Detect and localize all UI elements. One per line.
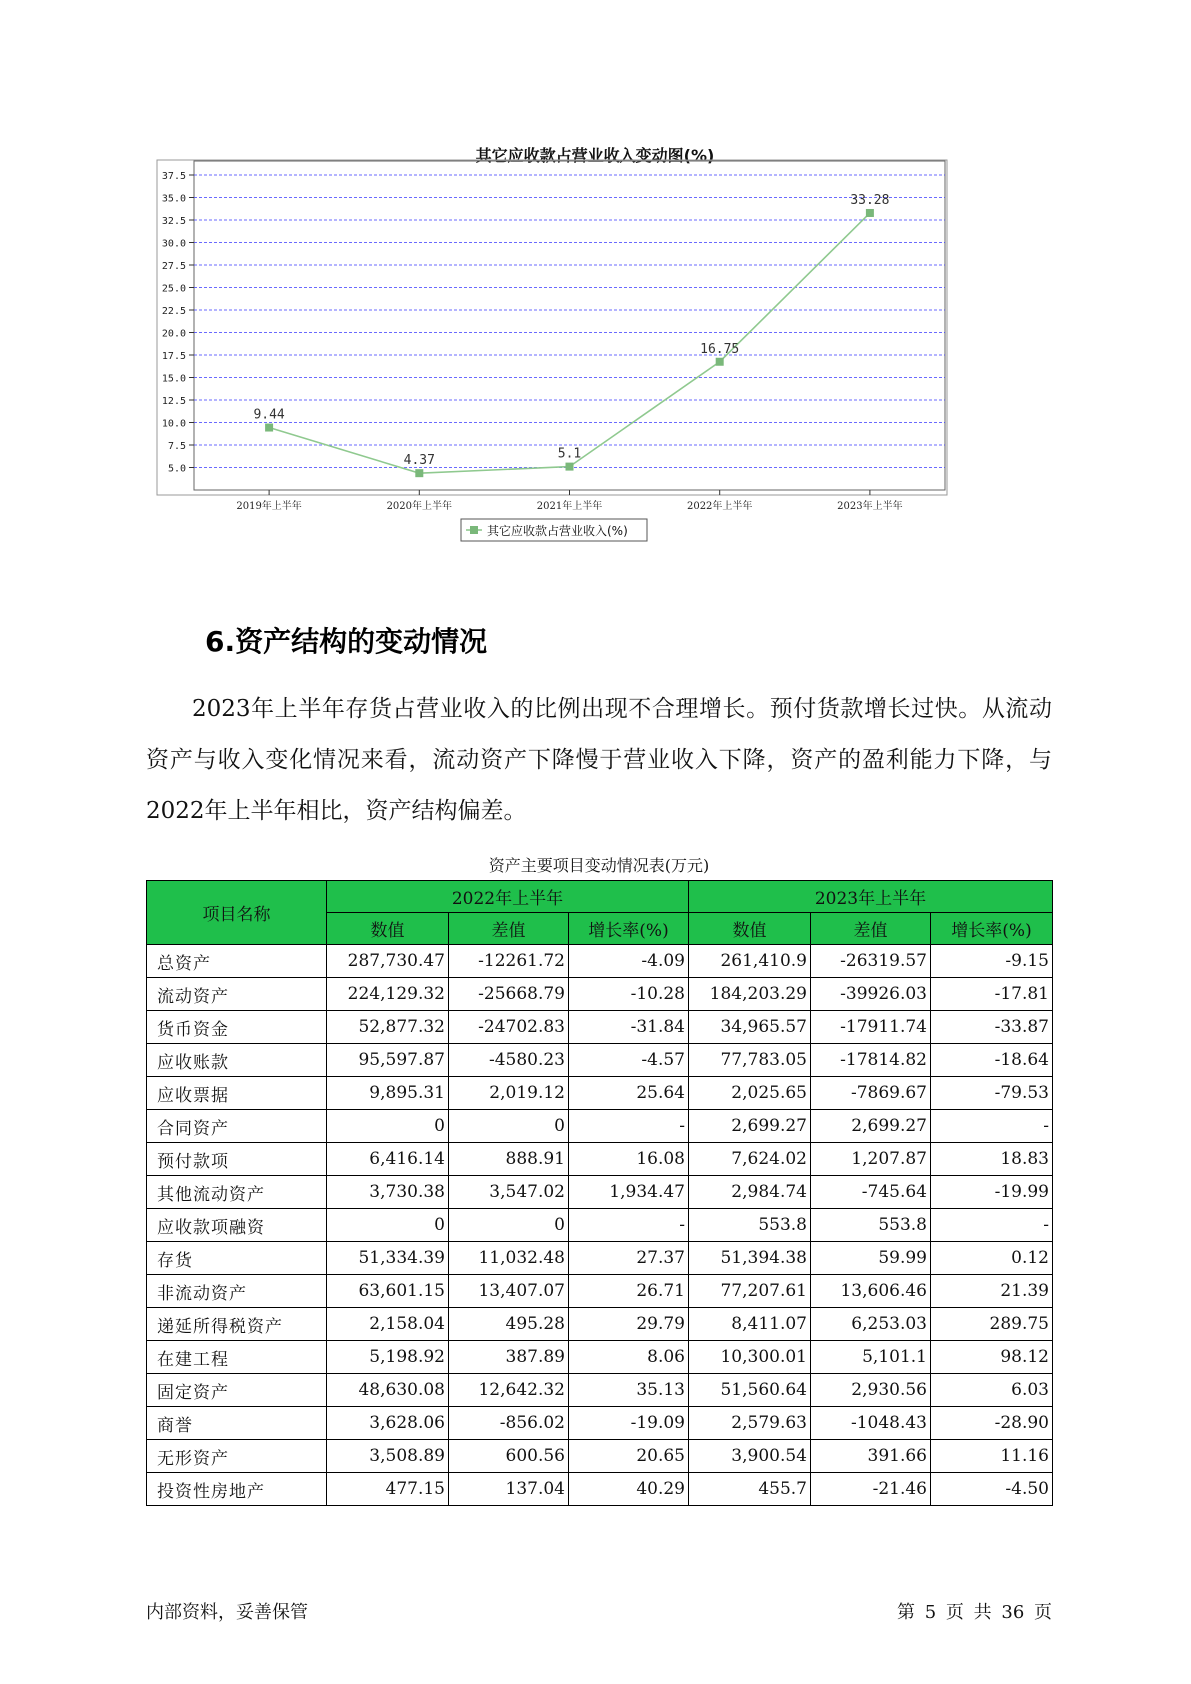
row-item-name: 存货 xyxy=(147,1242,327,1275)
row-value-cell: 2,699.27 xyxy=(811,1110,931,1143)
x-tick-label: 2022年上半年 xyxy=(686,501,753,512)
chart-title: 其它应收款占营业收入变动图(%) xyxy=(475,146,715,165)
line-chart xyxy=(0,0,1191,600)
row-item-name: 应收票据 xyxy=(147,1077,327,1110)
row-value-cell: 16.08 xyxy=(569,1143,689,1176)
row-value-cell: -7869.67 xyxy=(811,1077,931,1110)
y-tick-label: 25.0 xyxy=(161,283,186,295)
row-value-cell: 3,730.38 xyxy=(327,1176,449,1209)
table-row xyxy=(147,1077,1053,1110)
row-value-cell: 51,560.64 xyxy=(689,1374,811,1407)
y-tick-label: 7.5 xyxy=(167,441,186,452)
table-row xyxy=(147,1044,1053,1077)
row-value-cell: - xyxy=(931,1110,1053,1143)
row-value-cell: - xyxy=(931,1209,1053,1242)
row-value-cell: 63,601.15 xyxy=(327,1275,449,1308)
header-col-growth: 增长率(%) xyxy=(569,913,689,945)
row-value-cell: 5,198.92 xyxy=(327,1341,449,1374)
row-value-cell: -4.50 xyxy=(931,1473,1053,1506)
data-label: 9.44 xyxy=(253,407,285,423)
row-value-cell: 8,411.07 xyxy=(689,1308,811,1341)
row-value-cell: 0 xyxy=(327,1209,449,1242)
header-col-diff: 差值 xyxy=(449,913,569,945)
row-value-cell: 95,597.87 xyxy=(327,1044,449,1077)
row-value-cell: 21.39 xyxy=(931,1275,1053,1308)
row-value-cell: -19.99 xyxy=(931,1176,1053,1209)
table-row xyxy=(147,1143,1053,1176)
row-value-cell: 11.16 xyxy=(931,1440,1053,1473)
x-tick-label: 2023年上半年 xyxy=(837,501,903,512)
y-tick-label: 22.5 xyxy=(161,306,186,317)
row-value-cell: 2,699.27 xyxy=(689,1110,811,1143)
asset-change-table xyxy=(146,880,1053,1506)
row-value-cell: 6,416.14 xyxy=(327,1143,449,1176)
row-value-cell: 2,025.65 xyxy=(689,1077,811,1110)
header-col-value: 数值 xyxy=(689,913,811,945)
data-point-marker xyxy=(866,209,874,217)
row-value-cell: 18.83 xyxy=(931,1143,1053,1176)
row-value-cell: -12261.72 xyxy=(449,945,569,978)
row-value-cell: -33.87 xyxy=(931,1011,1053,1044)
header-col-growth: 增长率(%) xyxy=(931,913,1053,945)
header-period-2022: 2022年上半年 xyxy=(327,881,689,913)
row-value-cell: 40.29 xyxy=(569,1473,689,1506)
row-item-name: 货币资金 xyxy=(147,1011,327,1044)
table-row xyxy=(147,1440,1053,1473)
data-point-marker xyxy=(716,358,724,366)
data-point-marker xyxy=(566,463,574,471)
row-value-cell: 3,547.02 xyxy=(449,1176,569,1209)
section-paragraph: 2023年上半年存货占营业收入的比例出现不合理增长。预付货款增长过快。从流动资产与收入变化情况来看，流动资产下降慢于营业收入下降，资产的盈利能力下降，与2022年上半年相比，资产结构偏差。 xyxy=(146,696,1052,824)
table-row xyxy=(147,1176,1053,1209)
row-item-name: 无形资产 xyxy=(147,1440,327,1473)
row-value-cell: 391.66 xyxy=(811,1440,931,1473)
row-value-cell: -18.64 xyxy=(931,1044,1053,1077)
row-item-name: 投资性房地产 xyxy=(147,1473,327,1506)
row-value-cell: 26.71 xyxy=(569,1275,689,1308)
row-value-cell: 34,965.57 xyxy=(689,1011,811,1044)
table-row xyxy=(147,1275,1053,1308)
data-point-marker xyxy=(265,424,273,432)
row-value-cell: 477.15 xyxy=(327,1473,449,1506)
row-value-cell: 0 xyxy=(449,1209,569,1242)
row-value-cell: - xyxy=(569,1110,689,1143)
row-value-cell: 29.79 xyxy=(569,1308,689,1341)
row-value-cell: -4580.23 xyxy=(449,1044,569,1077)
row-value-cell: 224,129.32 xyxy=(327,978,449,1011)
row-value-cell: 7,624.02 xyxy=(689,1143,811,1176)
row-value-cell: -9.15 xyxy=(931,945,1053,978)
table-row xyxy=(147,1341,1053,1374)
x-tick-label: 2019年上半年 xyxy=(236,501,302,512)
data-point-marker xyxy=(415,469,423,477)
table-caption: 资产主要项目变动情况表(万元) xyxy=(488,856,710,875)
row-value-cell: 11,032.48 xyxy=(449,1242,569,1275)
row-value-cell: 59.99 xyxy=(811,1242,931,1275)
row-item-name: 递延所得税资产 xyxy=(147,1308,327,1341)
row-value-cell: 6.03 xyxy=(931,1374,1053,1407)
row-value-cell: 8.06 xyxy=(569,1341,689,1374)
row-value-cell: 2,158.04 xyxy=(327,1308,449,1341)
row-value-cell: 51,394.38 xyxy=(689,1242,811,1275)
row-value-cell: 1,207.87 xyxy=(811,1143,931,1176)
row-value-cell: -856.02 xyxy=(449,1407,569,1440)
row-item-name: 在建工程 xyxy=(147,1341,327,1374)
row-value-cell: -25668.79 xyxy=(449,978,569,1011)
row-value-cell: 184,203.29 xyxy=(689,978,811,1011)
row-value-cell: -26319.57 xyxy=(811,945,931,978)
section-heading: 6.资产结构的变动情况 xyxy=(205,625,488,658)
y-tick-label: 32.5 xyxy=(161,216,186,227)
row-value-cell: 10,300.01 xyxy=(689,1341,811,1374)
row-item-name: 应收账款 xyxy=(147,1044,327,1077)
row-value-cell: 3,900.54 xyxy=(689,1440,811,1473)
row-value-cell: 0 xyxy=(327,1110,449,1143)
row-value-cell: 98.12 xyxy=(931,1341,1053,1374)
row-value-cell: - xyxy=(569,1209,689,1242)
row-value-cell: 2,930.56 xyxy=(811,1374,931,1407)
y-tick-label: 15.0 xyxy=(161,373,186,385)
row-value-cell: 35.13 xyxy=(569,1374,689,1407)
y-tick-label: 27.5 xyxy=(161,261,186,272)
row-item-name: 流动资产 xyxy=(147,978,327,1011)
row-value-cell: 27.37 xyxy=(569,1242,689,1275)
row-value-cell: -4.57 xyxy=(569,1044,689,1077)
row-value-cell: -4.09 xyxy=(569,945,689,978)
plot-area xyxy=(194,161,945,490)
row-value-cell: 77,783.05 xyxy=(689,1044,811,1077)
row-item-name: 应收款项融资 xyxy=(147,1209,327,1242)
row-value-cell: -19.09 xyxy=(569,1407,689,1440)
row-value-cell: 48,630.08 xyxy=(327,1374,449,1407)
table-row xyxy=(147,1011,1053,1044)
row-value-cell: 3,508.89 xyxy=(327,1440,449,1473)
table-row xyxy=(147,945,1053,978)
row-value-cell: 77,207.61 xyxy=(689,1275,811,1308)
row-value-cell: 387.89 xyxy=(449,1341,569,1374)
x-tick-label: 2021年上半年 xyxy=(536,501,603,512)
y-tick-label: 35.0 xyxy=(161,193,186,205)
row-item-name: 商誉 xyxy=(147,1407,327,1440)
row-value-cell: 137.04 xyxy=(449,1473,569,1506)
row-value-cell: 25.64 xyxy=(569,1077,689,1110)
row-value-cell: -17911.74 xyxy=(811,1011,931,1044)
table-row xyxy=(147,1374,1053,1407)
data-label: 4.37 xyxy=(403,453,435,469)
row-value-cell: -31.84 xyxy=(569,1011,689,1044)
row-item-name: 非流动资产 xyxy=(147,1275,327,1308)
row-value-cell: 287,730.47 xyxy=(327,945,449,978)
row-value-cell: 495.28 xyxy=(449,1308,569,1341)
row-value-cell: -17814.82 xyxy=(811,1044,931,1077)
row-value-cell: 1,934.47 xyxy=(569,1176,689,1209)
row-value-cell: -1048.43 xyxy=(811,1407,931,1440)
row-value-cell: 2,984.74 xyxy=(689,1176,811,1209)
row-value-cell: 0.12 xyxy=(931,1242,1053,1275)
row-value-cell: -39926.03 xyxy=(811,978,931,1011)
y-tick-label: 30.0 xyxy=(161,238,186,250)
row-value-cell: 455.7 xyxy=(689,1473,811,1506)
row-value-cell: 52,877.32 xyxy=(327,1011,449,1044)
row-item-name: 预付款项 xyxy=(147,1143,327,1176)
row-value-cell: 0 xyxy=(449,1110,569,1143)
row-value-cell: 553.8 xyxy=(811,1209,931,1242)
table-row xyxy=(147,978,1053,1011)
table-row xyxy=(147,1110,1053,1143)
table-row xyxy=(147,1473,1053,1506)
row-value-cell: 51,334.39 xyxy=(327,1242,449,1275)
footer-page-number: 第 5 页 共 36 页 xyxy=(897,1602,1052,1623)
y-tick-label: 17.5 xyxy=(161,351,186,362)
y-tick-label: 12.5 xyxy=(161,396,186,407)
row-value-cell: 9,895.31 xyxy=(327,1077,449,1110)
row-value-cell: 13,606.46 xyxy=(811,1275,931,1308)
row-value-cell: 600.56 xyxy=(449,1440,569,1473)
row-value-cell: -21.46 xyxy=(811,1473,931,1506)
row-value-cell: 20.65 xyxy=(569,1440,689,1473)
row-value-cell: 5,101.1 xyxy=(811,1341,931,1374)
row-value-cell: 3,628.06 xyxy=(327,1407,449,1440)
row-value-cell: -10.28 xyxy=(569,978,689,1011)
row-value-cell: 888.91 xyxy=(449,1143,569,1176)
header-item-name: 项目名称 xyxy=(147,881,327,945)
table-row xyxy=(147,1407,1053,1440)
row-value-cell: -745.64 xyxy=(811,1176,931,1209)
row-value-cell: 261,410.9 xyxy=(689,945,811,978)
row-item-name: 固定资产 xyxy=(147,1374,327,1407)
row-value-cell: -79.53 xyxy=(931,1077,1053,1110)
row-item-name: 合同资产 xyxy=(147,1110,327,1143)
y-tick-label: 37.5 xyxy=(161,171,186,182)
row-value-cell: 6,253.03 xyxy=(811,1308,931,1341)
row-item-name: 其他流动资产 xyxy=(147,1176,327,1209)
footer-confidential-note: 内部资料，妥善保管 xyxy=(146,1602,308,1623)
data-label: 16.75 xyxy=(700,341,740,357)
row-value-cell: -24702.83 xyxy=(449,1011,569,1044)
row-value-cell: 2,579.63 xyxy=(689,1407,811,1440)
y-tick-label: 5.0 xyxy=(167,463,186,475)
y-tick-label: 10.0 xyxy=(161,418,186,430)
table-body xyxy=(147,945,1053,1506)
header-col-diff: 差值 xyxy=(811,913,931,945)
x-tick-label: 2020年上半年 xyxy=(386,501,453,512)
data-label: 33.28 xyxy=(850,192,890,208)
row-value-cell: -17.81 xyxy=(931,978,1053,1011)
y-tick-label: 20.0 xyxy=(161,328,186,340)
legend-label: 其它应收款占营业收入(%) xyxy=(487,524,628,538)
row-item-name: 总资产 xyxy=(147,945,327,978)
data-label: 5.1 xyxy=(557,446,582,462)
table-row xyxy=(147,1242,1053,1275)
series-line xyxy=(269,213,870,473)
row-value-cell: 289.75 xyxy=(931,1308,1053,1341)
table-row xyxy=(147,1209,1053,1242)
row-value-cell: -28.90 xyxy=(931,1407,1053,1440)
legend-marker xyxy=(470,526,478,534)
table-row xyxy=(147,1308,1053,1341)
row-value-cell: 13,407.07 xyxy=(449,1275,569,1308)
header-period-2023: 2023年上半年 xyxy=(689,881,1053,913)
row-value-cell: 553.8 xyxy=(689,1209,811,1242)
header-col-value: 数值 xyxy=(327,913,449,945)
row-value-cell: 2,019.12 xyxy=(449,1077,569,1110)
row-value-cell: 12,642.32 xyxy=(449,1374,569,1407)
chart-container xyxy=(0,0,1191,600)
